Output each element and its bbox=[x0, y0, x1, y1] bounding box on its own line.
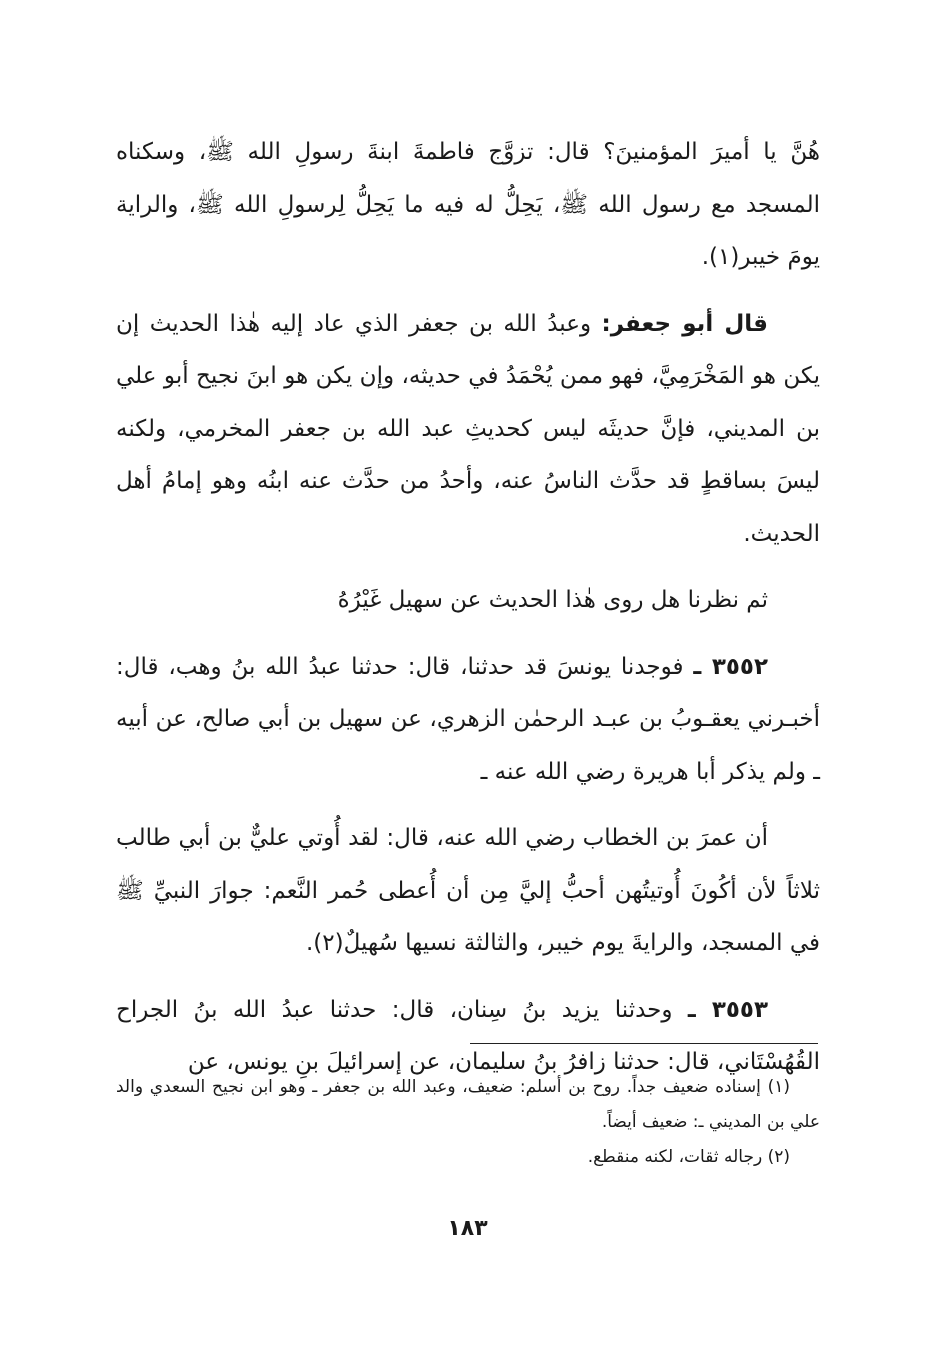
hadith-3552 bbox=[116, 641, 820, 799]
footnote-2: (٢) رجاله ثقات، لكنه منقطع. bbox=[587, 1147, 790, 1167]
paragraph-lead: قال أبو جعفر: bbox=[601, 310, 768, 337]
footnotes-block bbox=[116, 1070, 820, 1175]
footnote-separator bbox=[470, 1043, 818, 1044]
paragraph-text: ثم نظرنا هل روى هٰذا الحديث عن سهيل غَيْرُهُ bbox=[337, 587, 768, 613]
hadith-number: ٣٥٥٣ ـ bbox=[687, 996, 768, 1023]
paragraph-1 bbox=[116, 126, 820, 284]
paragraph-text: وعبدُ الله بن جعفر الذي عاد إليه هٰذا الحديث إن يكن هو المَخْرَمِيَّ، فهو ممن يُحْمَدُ في حديثه، وإن يكن هو ابنَ نجيح أبو علي بن المديني، فإنَّ حديثَه ليس كحديثِ عبد الله بن جعفر المخرمي، ولكنه ليسَ بساقطٍ قد حدَّث الناسُ عنه، وأحدُ من حدَّث عنه ابنُه وهو إمامُ أهل الحديث. bbox=[116, 310, 820, 547]
main-text-block bbox=[116, 126, 820, 1089]
paragraph-2 bbox=[116, 298, 820, 561]
paragraph-5 bbox=[116, 812, 820, 970]
hadith-number: ٣٥٥٢ ـ bbox=[693, 653, 769, 680]
paragraph-text: هُنَّ يا أميرَ المؤمنينَ؟ قال: تزوَّج فاطمةَ ابنةَ رسولِ الله ﷺ، وسكناه المسجد مع رسول الله ﷺ، يَحِلُّ له فيه ما يَحِلُّ لِرسولِ الله ﷺ، والراية يومَ خيبر(١). bbox=[116, 139, 820, 270]
paragraph-text: أن عمرَ بن الخطاب رضي الله عنه، قال: لقد أُوتي عليٌّ بن أبي طالب ثلاثاً لأن أكُونَ أُوتيتُهن أحبُّ إليَّ مِن أن أُعطى حُمر النَّعم: جوارَ النبيِّ ﷺ في المسجد، والرايةَ يوم خيبر، والثالثة نسيها سُهيلٌ(٢). bbox=[116, 825, 820, 956]
paragraph-text: وحدثنا يزيد بنُ سِنان، قال: حدثنا عبدُ الله بنُ الجراح القُهُسْتَاني، قال: حدثنا زافرُ بنُ سليمان، عن إسرائيلَ بنِ يونس، عن bbox=[116, 996, 820, 1075]
page-number: ١٨٣ bbox=[447, 1216, 488, 1241]
footnote-1: (١) إسناده ضعيف جداً. روح بن أسلم: ضعيف، وعبد الله بن جعفر ـ وهو ابن نجيح السعدي والد علي بن المديني ـ: ضعيف أيضاً. bbox=[116, 1077, 820, 1132]
paragraph-text: فوجدنا يونسَ قد حدثنا، قال: حدثنا عبدُ الله بنُ وهب، قال: أخبـرني يعقـوبُ بن عبـد الرحمٰن الزهري، عن سهيل بن أبي صالح، عن أبيه ـ ولم يذكر أبا هريرة رضي الله عنه ـ bbox=[116, 653, 820, 785]
paragraph-3 bbox=[116, 574, 820, 627]
